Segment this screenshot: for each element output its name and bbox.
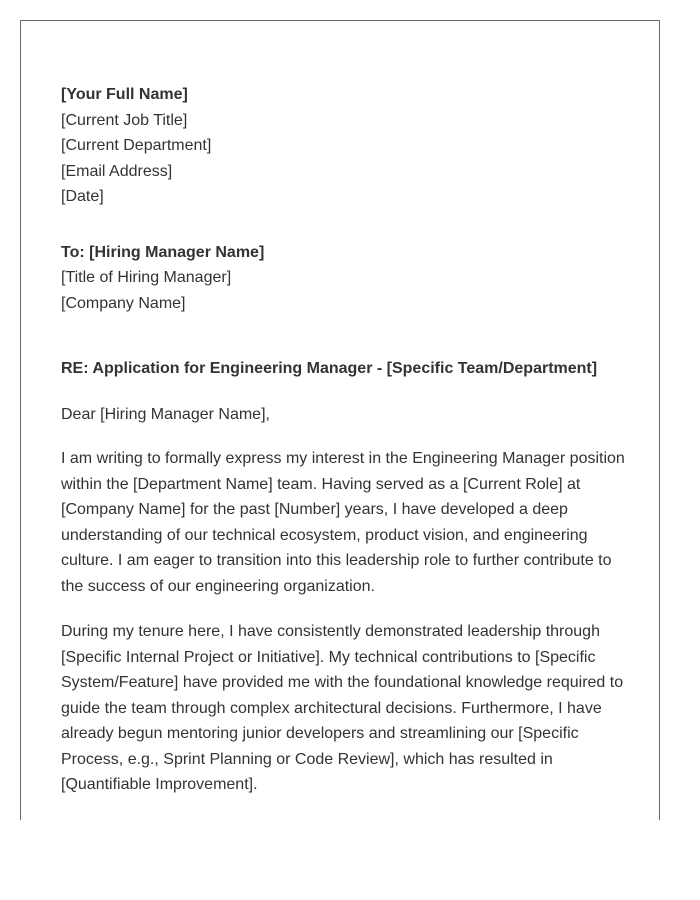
subject-line: RE: Application for Engineering Manager - [Specific Team/Department]	[61, 360, 598, 377]
letter-page	[20, 20, 660, 820]
recipient-company: [Company Name]	[61, 294, 186, 312]
letter-content	[61, 82, 626, 798]
sender-department: [Current Department]	[61, 137, 212, 154]
sender-name: [Your Full Name]	[61, 86, 188, 103]
sender-block	[61, 82, 626, 210]
recipient-to-line: To: [Hiring Manager Name]	[61, 243, 265, 261]
body-paragraph-2: During my tenure here, I have consistently demonstrated leadership through [Specific Internal Project or Initiative]. My technical contributions to [Specific System/Feature] have provided me with the foundational knowledge required to guide the team through complex architectural decisions. Furthermore, I have already begun mentoring junior developers and streamlining our [Specific Process, e.g., Sprint Planning or Code Review], which has resulted in [Quantifiable Improvement].	[61, 623, 624, 793]
recipient-title: [Title of Hiring Manager]	[61, 269, 232, 286]
letter-date: [Date]	[61, 188, 104, 205]
recipient-block	[61, 240, 626, 317]
sender-job-title: [Current Job Title]	[61, 111, 188, 129]
salutation: Dear [Hiring Manager Name],	[61, 405, 270, 423]
sender-email: [Email Address]	[61, 162, 173, 180]
body-paragraph-1: I am writing to formally express my interest in the Engineering Manager position within the [Department Name] team. Having served as a [Current Role] at [Company Name] for the past [Number] years, I have developed a deep understanding of our technical ecosystem, product vision, and engineering culture. I am eager to transition into this leadership role to further contribute to the success of our engineering organization.	[61, 450, 625, 595]
